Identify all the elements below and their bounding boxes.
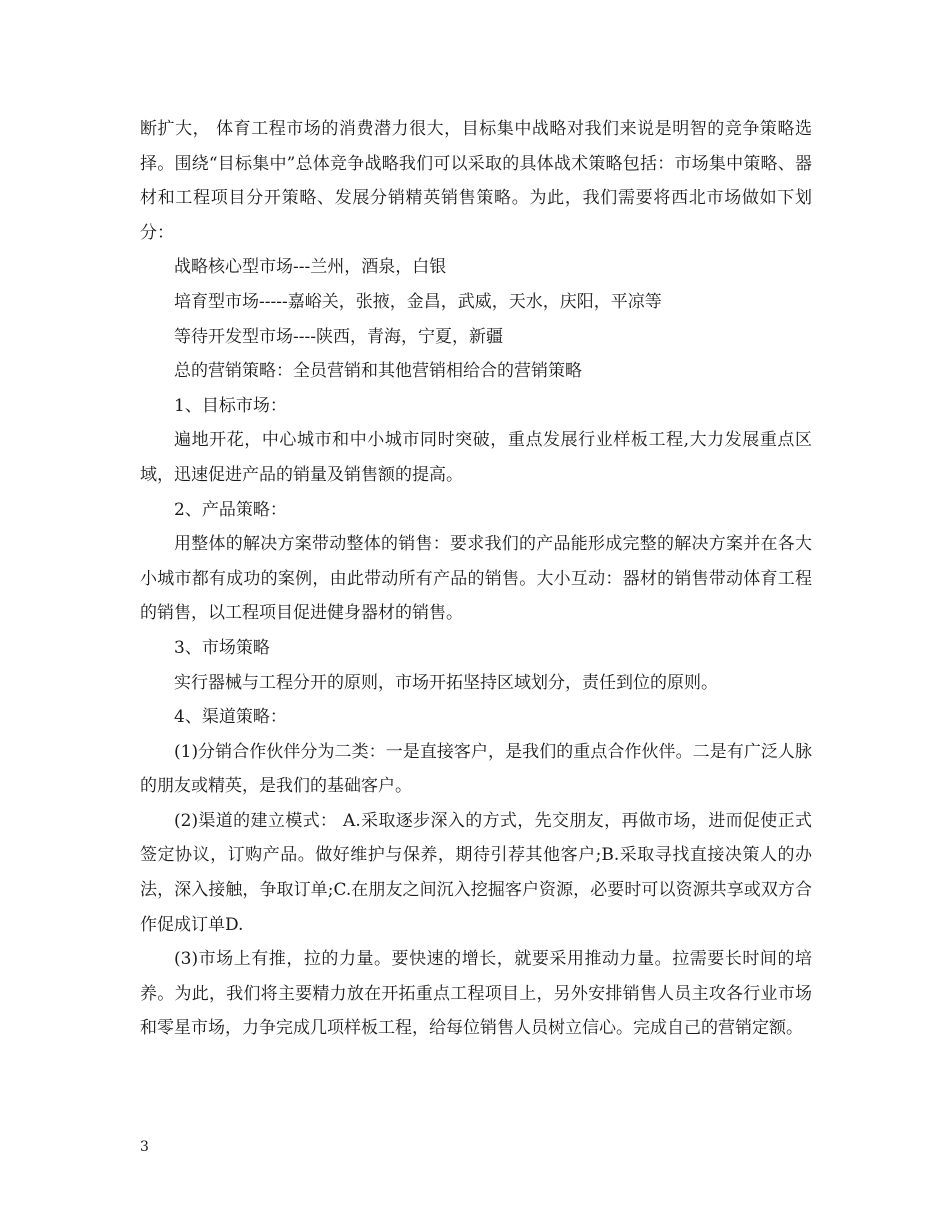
paragraph-5: 总的营销策略：全员营销和其他营销相给合的营销策略 — [174, 361, 582, 382]
paragraph-7: 遍地开花，中心城市和中小城市同时突破，重点发展行业样板工程,大力发展重点区域，迅速促进产品的销量及销售额的提高。 — [140, 430, 812, 485]
paragraph-9: 用整体的解决方案带动整体的销售：要求我们的产品能形成完整的解决方案并在各大小城市都有成功的案例，由此带动所有产品的销售。大小互动：器材的销售带动体育工程的销售，以工程项目促进健身器材的销售。 — [140, 534, 812, 624]
paragraph-11: 实行器械与工程分开的原则，市场开拓坚持区域划分，责任到位的原则。 — [174, 672, 718, 693]
page-number: 3 — [140, 1139, 149, 1155]
paragraph-2: 战略核心型市场---兰州，酒泉，白银 — [174, 257, 447, 278]
paragraph-4: 等待开发型市场----陕西，青海，宁夏，新疆 — [174, 326, 503, 347]
paragraph-1: 断扩大， 体育工程市场的消费潜力很大，目标集中战略对我们来说是明智的竞争策略选择。围绕“目标集中”总体竞争战略我们可以采取的具体战术策略包括：市场集中策略、器材和工程项目分开策略、发展分销精英销售策略。为此，我们需要将西北市场做如下划分： — [140, 119, 812, 243]
heading-channel-strategy: 4、渠道策略： — [174, 707, 287, 728]
heading-target-market: 1、目标市场： — [174, 395, 287, 416]
document-body — [140, 112, 812, 1046]
heading-market-strategy: 3、市场策略 — [174, 637, 270, 658]
paragraph-13: (1)分销合作伙伴分为二类：一是直接客户，是我们的重点合作伙伴。二是有广泛人脉的朋友或精英，是我们的基础客户。 — [140, 741, 812, 797]
paragraph-14: (2)渠道的建立模式： A.采取逐步深入的方式，先交朋友，再做市场，进而促使正式签定协议，订购产品。做好维护与保养，期待引荐其他客户;B.采取寻找直接决策人的办法，深入接触，争取订单;C.在朋友之间沉入挖掘客户资源，必要时可以资源共享或双方合作促成订单D. — [140, 810, 812, 935]
heading-product-strategy: 2、产品策略： — [174, 499, 287, 520]
paragraph-3: 培育型市场-----嘉峪关，张掖，金昌，武威，天水，庆阳，平凉等 — [174, 291, 662, 312]
paragraph-15: (3)市场上有推，拉的力量。要快速的增长，就要采用推动力量。拉需要长时间的培养。为此，我们将主要精力放在开拓重点工程项目上，另外安排销售人员主攻各行业市场和零星市场，力争完成几项样板工程，给每位销售人员树立信心。完成自己的营销定额。 — [140, 949, 812, 1039]
